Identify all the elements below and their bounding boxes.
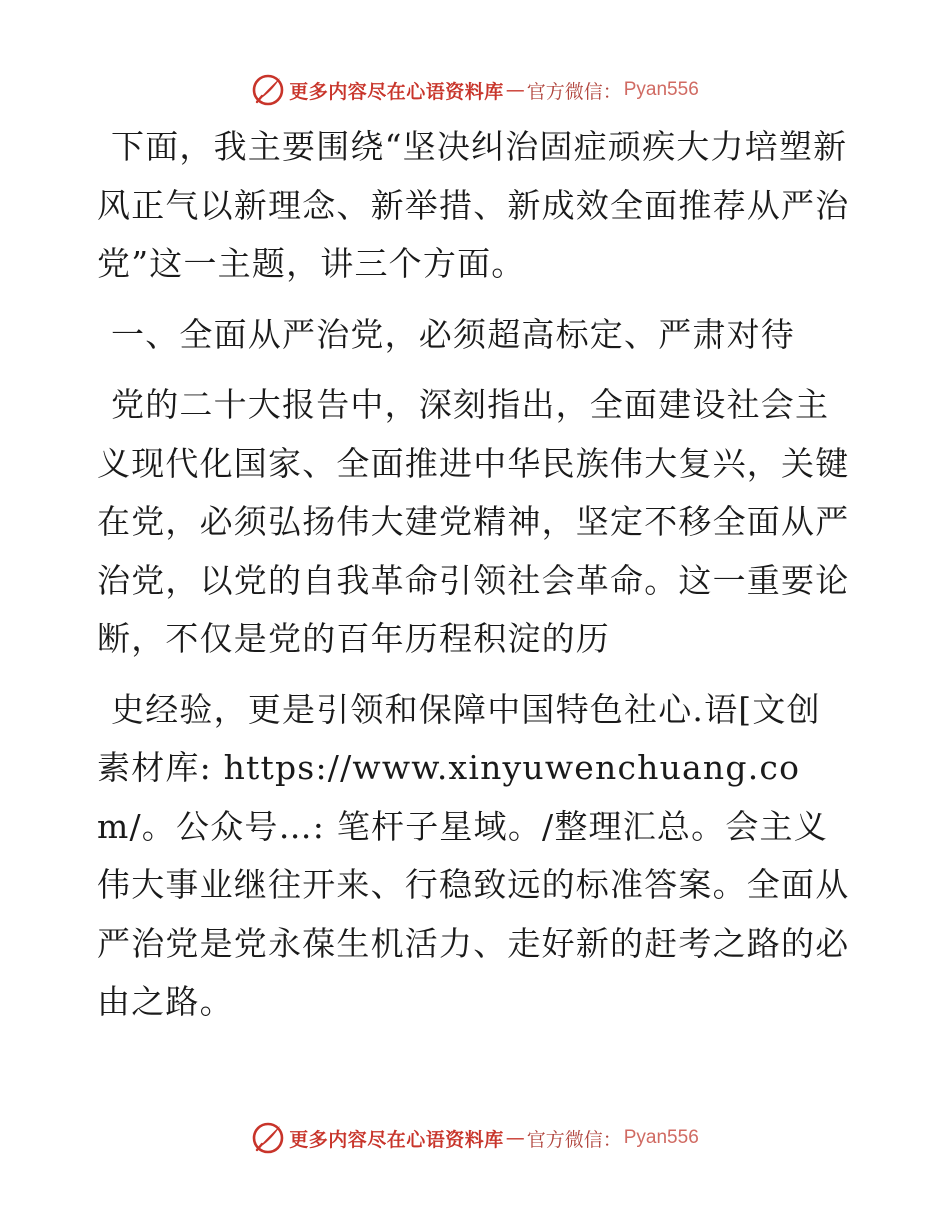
banner-dash: —: [505, 79, 525, 101]
banner-dash: —: [505, 1127, 525, 1149]
document-body: [97, 118, 853, 1032]
banner-title: 更多内容尽在心语资料库: [289, 80, 504, 103]
header-watermark-banner: [0, 70, 950, 110]
paragraph-intro: 下面，我主要围绕“坚决纠治固症顽疾大力培塑新风正气以新理念、新举措、新成效全面推荐从严治党”这一主题，讲三个方面。: [97, 127, 850, 283]
quill-pen-logo-icon: [251, 1121, 285, 1155]
banner-wechat-id: Pyan556: [623, 1127, 699, 1148]
footer-watermark-banner: [0, 1118, 950, 1158]
quill-pen-logo-icon: [251, 73, 285, 107]
banner-wechat-id: Pyan556: [623, 79, 699, 100]
paragraph-experience: 史经验，更是引领和保障中国特色社心.语[文创素材库: https://www.xinyuwenchuang.com/。公众号…: 笔杆子星域。/整理汇总。会主义伟大事业继往开来、行稳致远的标准答案。全面从严治党是党永葆生机活力、走好新的赶考之路的必由之路。: [97, 689, 850, 1021]
banner-title: 更多内容尽在心语资料库: [289, 1128, 504, 1151]
section-heading-one: 一、全面从严治党，必须超高标定、严肃对待: [111, 314, 795, 354]
banner-official-label: 官方微信：: [526, 80, 622, 103]
paragraph-report: 党的二十大报告中，深刻指出，全面建设社会主义现代化国家、全面推进中华民族伟大复兴，关键在党，必须弘扬伟大建党精神，坚定不移全面从严治党，以党的自我革命引领社会革命。这一重要论断，不仅是党的百年历程积淀的历: [97, 385, 850, 658]
banner-official-label: 官方微信：: [526, 1128, 622, 1151]
